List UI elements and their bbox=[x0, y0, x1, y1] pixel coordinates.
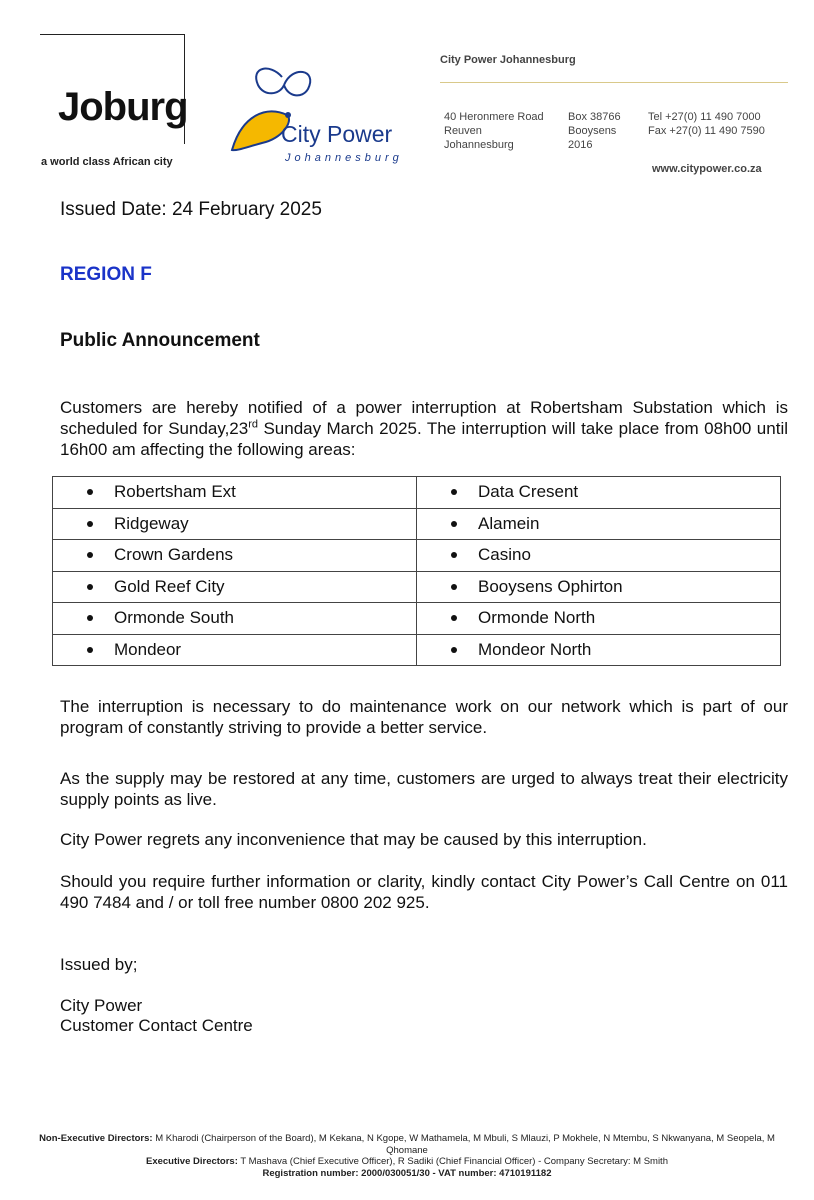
city-power-logo-text: City Power bbox=[281, 121, 393, 147]
announcement-heading: Public Announcement bbox=[60, 330, 260, 351]
footer bbox=[20, 1133, 794, 1179]
intro-paragraph: Customers are hereby notified of a power interruption at Robertsham Substation which is scheduled for Sunday,23rd Sunday March 2025. The interruption will take place from 08h00 until 16h00 am affecting the following areas: bbox=[60, 398, 788, 459]
header-divider bbox=[440, 82, 788, 83]
issuer-name: City Power bbox=[60, 996, 143, 1015]
bullet-icon bbox=[87, 552, 93, 558]
registration-details: Registration number: 2000/030051/30 - VAT number: 4710191182 bbox=[262, 1167, 552, 1179]
bullet-icon bbox=[87, 615, 93, 621]
website-link[interactable]: www.citypower.co.za bbox=[652, 163, 762, 175]
contact-paragraph: Should you require further information or clarity, kindly contact City Power’s Call Centre on 011 490 7484 and / or toll free number 0800 202 925. bbox=[60, 872, 788, 912]
apology-paragraph: City Power regrets any inconvenience that may be caused by this interruption. bbox=[60, 830, 647, 849]
joburg-logo bbox=[40, 34, 188, 144]
table-row bbox=[53, 603, 781, 635]
organisation-name: City Power Johannesburg bbox=[440, 54, 576, 66]
table-row bbox=[53, 540, 781, 572]
issuer-department: Customer Contact Centre bbox=[60, 1016, 253, 1035]
table-row bbox=[53, 634, 781, 666]
issued-date: Issued Date: 24 February 2025 bbox=[60, 199, 322, 220]
area-cell: Ormonde North bbox=[417, 603, 781, 635]
area-cell: Data Cresent bbox=[417, 477, 781, 509]
bullet-icon bbox=[87, 489, 93, 495]
area-cell: Ridgeway bbox=[53, 508, 417, 540]
bullet-icon bbox=[87, 647, 93, 653]
bullet-icon bbox=[451, 552, 457, 558]
phone-numbers bbox=[648, 110, 765, 138]
joburg-logo-text: Joburg bbox=[58, 85, 188, 129]
bullet-icon bbox=[451, 489, 457, 495]
telephone: Tel +27(0) 11 490 7000 bbox=[648, 111, 761, 123]
table-row bbox=[53, 571, 781, 603]
maintenance-paragraph: The interruption is necessary to do maintenance work on our network which is part of our program of constantly striving to provide a better service. bbox=[60, 697, 788, 737]
bullet-icon bbox=[451, 584, 457, 590]
city-power-logo-subtitle: Johannesburg bbox=[285, 152, 403, 164]
area-cell: Alamein bbox=[417, 508, 781, 540]
area-cell: Mondeor North bbox=[417, 634, 781, 666]
fax: Fax +27(0) 11 490 7590 bbox=[648, 125, 765, 137]
issued-by-label: Issued by; bbox=[60, 955, 138, 974]
area-cell: Gold Reef City bbox=[53, 571, 417, 603]
area-cell: Booysens Ophirton bbox=[417, 571, 781, 603]
executive-directors: Executive Directors: T Mashava (Chief Executive Officer), R Sadiki (Chief Financial Officer) - Company Secretary: M Smith bbox=[146, 1156, 668, 1167]
area-cell: Mondeor bbox=[53, 634, 417, 666]
area-cell: Crown Gardens bbox=[53, 540, 417, 572]
bullet-icon bbox=[451, 615, 457, 621]
supply-warning-paragraph: As the supply may be restored at any time, customers are urged to always treat their electricity supply points as live. bbox=[60, 769, 788, 809]
area-cell: Robertsham Ext bbox=[53, 477, 417, 509]
postal-address: Box 38766 Booysens 2016 bbox=[568, 111, 621, 151]
issuer-block bbox=[60, 996, 253, 1036]
bullet-icon bbox=[451, 521, 457, 527]
table-row bbox=[53, 508, 781, 540]
bullet-icon bbox=[87, 584, 93, 590]
bullet-icon bbox=[451, 647, 457, 653]
region-title: REGION F bbox=[60, 264, 152, 285]
bullet-icon bbox=[87, 521, 93, 527]
affected-areas-table bbox=[52, 476, 781, 666]
area-cell: Casino bbox=[417, 540, 781, 572]
street-address: 40 Heronmere Road Reuven Johannesburg bbox=[444, 111, 544, 151]
table-row bbox=[53, 477, 781, 509]
joburg-tagline: a world class African city bbox=[41, 156, 173, 168]
area-cell: Ormonde South bbox=[53, 603, 417, 635]
non-executive-directors: Non-Executive Directors: M Kharodi (Chairperson of the Board), M Kekana, N Kgope, W Mathamela, M Mbuli, S Mlauzi, P Mokhele, N Mtembu, S Nkwanyana, M Seopela, M Qhomane bbox=[39, 1133, 775, 1156]
